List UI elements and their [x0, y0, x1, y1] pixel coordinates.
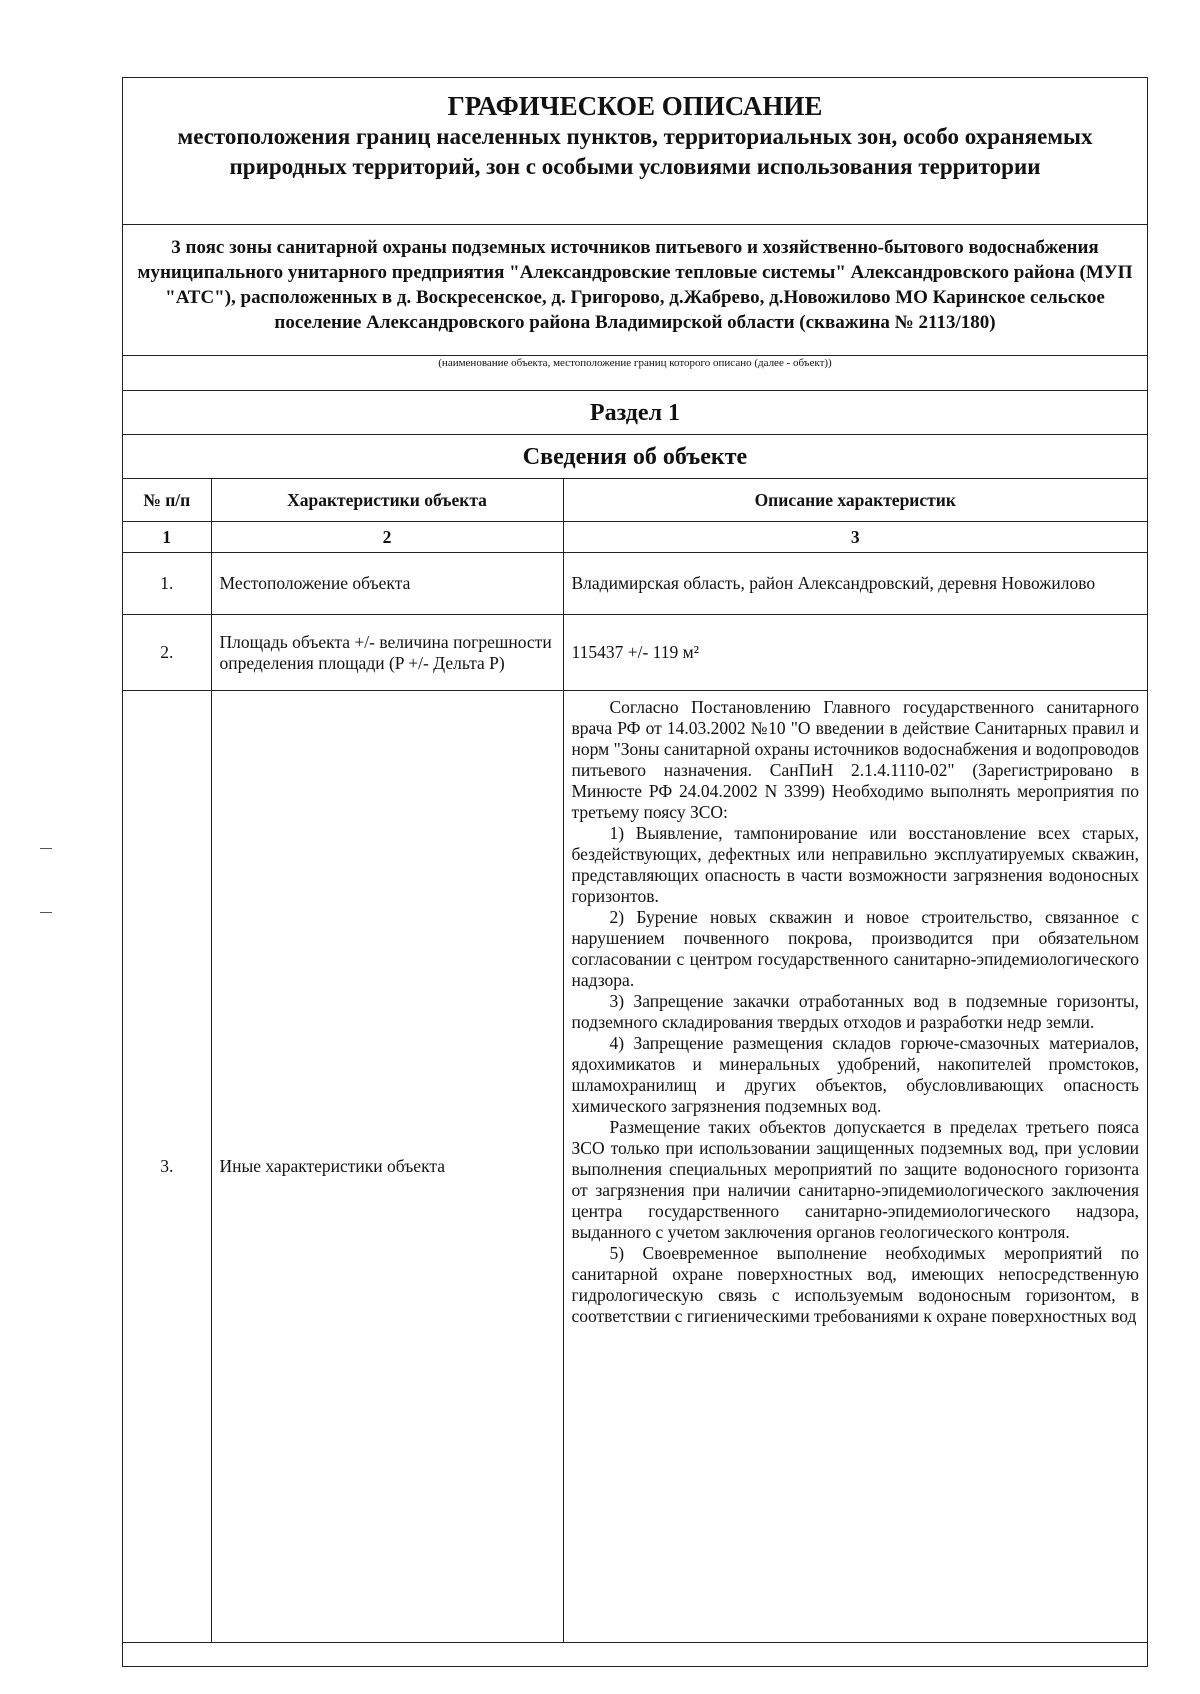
column-number: 3 [563, 522, 1147, 553]
row-number: 2. [123, 615, 211, 691]
object-caption: (наименование объекта, местоположение границ которого описано (далее - объект)) [438, 357, 832, 369]
column-number: 1 [123, 522, 211, 553]
object-name: 3 пояс зоны санитарной охраны подземных источников питьевого и хозяйственно-бытового водоснабжения муниципального унитарного предприятия "Александровские тепловые системы" Александровского района (МУП "АТС"), расположенных в д. Воскресенское, д. Григорово, д.Жабрево, д.Новожилово МО Каринское сельское поселение Александровского района Владимирской области (скважина № 2113/180) [137, 237, 1133, 333]
header-cell-characteristic: Характеристики объекта [211, 479, 563, 522]
row-characteristic: Местоположение объекта [211, 553, 563, 615]
description-paragraph: 4) Запрещение размещения складов горюче-смазочных материалов, ядохимикатов и минеральных удобрений, накопителей промстоков, шламохранилищ и других объектов, обусловливающих опасность химического загрязнения подземных вод. [571, 1033, 1139, 1116]
row-description: Владимирская область, район Александровский, деревня Новожилово [563, 553, 1147, 615]
description-paragraph: 3) Запрещение закачки отработанных вод в подземные горизонты, подземного складирования твердых отходов и разработки недр земли. [571, 991, 1139, 1032]
table-row [123, 615, 1147, 691]
description-paragraph: 5) Своевременное выполнение необходимых мероприятий по санитарной охране поверхностных вод, имеющих непосредственную гидрологическую связь с используемым водоносным горизонтом, в соответствии с гигиеническими требованиями к охране поверхностных вод [571, 1243, 1139, 1326]
description-paragraph: 1) Выявление, тампонирование или восстановление всех старых, бездействующих, дефектных или неправильно эксплуатируемых скважин, представляющих опасность в части возможности загрязнения водоносных горизонтов. [571, 823, 1139, 906]
description-paragraph: 2) Бурение новых скважин и новое строительство, связанное с нарушением почвенного покрова, производится при обязательном согласовании с центром государственного санитарно-эпидемиологического надзора. [571, 907, 1139, 990]
row-number: 3. [123, 691, 211, 1643]
header-cell-description: Описание характеристик [563, 479, 1147, 522]
scan-mark [40, 912, 52, 913]
row-description [563, 691, 1147, 1643]
table-row [123, 691, 1147, 1643]
column-number-row [123, 522, 1147, 553]
characteristics-table [123, 478, 1147, 1643]
section-label: Раздел 1 [123, 390, 1147, 434]
description-paragraph: Согласно Постановлению Главного государственного санитарного врача РФ от 14.03.2002 №10 "О введении в действие Санитарных правил и норм "Зоны санитарной охраны источников водоснабжения и водопроводов питьевого назначения. СанПиН 2.1.4.1110-02" (Зарегистрировано в Минюсте РФ 24.04.2002 N 3399) Необходимо выполнять мероприятия по третьему поясу ЗСО: [571, 697, 1139, 822]
row-description: 115437 +/- 119 м² [563, 615, 1147, 691]
section-heading: Сведения об объекте [123, 434, 1147, 478]
document-title: ГРАФИЧЕСКОЕ ОПИСАНИЕ [447, 91, 823, 121]
row-characteristic: Иные характеристики объекта [211, 691, 563, 1643]
header-cell-num: № п/п [123, 479, 211, 522]
document-subtitle: местоположения границ населенных пунктов, территориальных зон, особо охраняемых природных территорий, зон с особыми условиями использования территории [177, 124, 1093, 179]
row-characteristic: Площадь объекта +/- величина погрешности определения площади (P +/- Дельта P) [211, 615, 563, 691]
document-frame [122, 77, 1148, 1667]
document-header [123, 90, 1147, 220]
object-block [123, 225, 1147, 355]
scan-mark [40, 848, 52, 849]
table-row [123, 553, 1147, 615]
column-number: 2 [211, 522, 563, 553]
row-number: 1. [123, 553, 211, 615]
table-header-row [123, 479, 1147, 522]
description-paragraph: Размещение таких объектов допускается в пределах третьего пояса ЗСО только при использовании защищенных подземных вод, при условии выполнения специальных мероприятий по защите водоносного горизонта от загрязнения при наличии санитарно-эпидемиологического заключения центра государственного санитарно-эпидемиологического надзора, выданного с учетом заключения органов геологического контроля. [571, 1117, 1139, 1242]
